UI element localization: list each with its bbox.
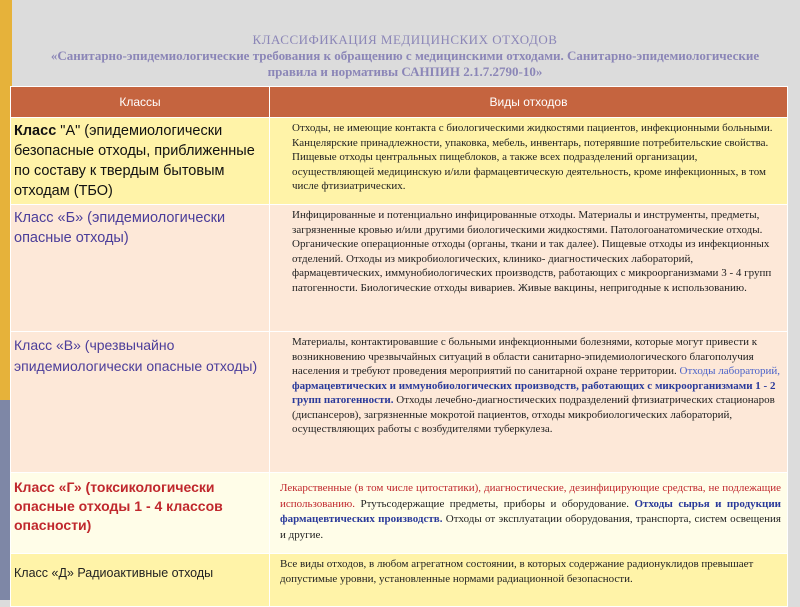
class-g-name: Класс «Г» (токсикологически опасные отходы 1 - 4 классов опасности) [11,473,270,554]
class-g-types-part2: Ртутьсодержащие предметы, приборы и оборудование. [360,497,630,510]
table-row-class-a [11,118,788,205]
column-header-classes: Классы [11,87,270,118]
class-v-types-part1: Материалы, контактировавшие с больными инфекционными болезнями, которые могут привести к возникновению чрезвычайных ситуаций в области санитарно-эпидемиологического благополучия населения и требуют проведения мероприятий по санитарной охране территории. [292,336,758,377]
class-a-label: Класс [14,123,57,139]
class-g-types-part1: Лекарственные (в том числе цитостатики), диагностические, дезинфицирующие средства, не подлежащие использованию. [280,482,781,510]
waste-classification-table [10,86,788,607]
class-b-name: Класс «Б» (эпидемиологически опасные отходы) [11,205,270,332]
class-b-types: Инфицированные и потенциально инфицированные отходы. Материалы и инструменты, предметы, загрязненные кровью и/или другими биологическими жидкостями. Патологоанатомические отходы. Органические операционные отходы (органы, ткани и так далее). Пищевые отходы из инфекционных отделений. Отходы из микробиологических, клинико- диагностических лабораторий, фармацевтических, иммунобиологических производств, работающих с микроорганизмами 3 - 4 групп патогенности. Биологические отходы вивариев. Живые вакцины, непригодные к использованию. [270,205,788,332]
class-g-types-part4: Отходы от эксплуатации оборудования, транспорта, систем освещения и другие. [280,513,781,541]
page-subtitle: «Санитарно-эпидемиологические требования к обращению с медицинскими отходами. Санитарно-эпидемиологические правила и нормативы САНПИН 2.1.7.2790-10» [50,48,760,79]
class-a-description: "А" (эпидемиологически безопасные отходы, приближенные по составу к твердым бытовым отходам (ТБО) [14,123,255,199]
class-g-types-part3: Отходы сырья и продукции фармацевтических производств. [280,497,781,525]
table-row-class-v [11,332,788,473]
class-v-types-part4: Отходы лечебно-диагностических подразделений фтизиатрических стационаров (диспансеров), загрязненные мокротой пациентов, отходы микробиологических лабораторий, осуществляющих работы с возбудителями туберкулеза. [292,394,775,435]
class-v-types-part3: фармацевтических и иммунобиологических производств, работающих с микроорганизмами 1 - 2 групп патогенности. [292,379,776,406]
class-a-types: Отходы, не имеющие контакта с биологическими жидкостями пациентов, инфекционными больными. Канцелярские принадлежности, упаковка, мебель, инвентарь, потерявшие потребительские свойства. Пищевые отходы центральных пищеблоков, а также всех подразделений организации, осуществляющей медицинскую и/или фармацевтическую деятельность, кроме инфекционных, в том числе фтизиатрических. [270,118,788,205]
column-header-waste-types: Виды отходов [270,87,788,118]
table-row-class-d [11,554,788,607]
page-title: КЛАССИФИКАЦИЯ МЕДИЦИНСКИХ ОТХОДОВ [252,32,558,47]
class-d-types: Все виды отходов, в любом агрегатном состоянии, в которых содержание радионуклидов превышает допустимые уровни, установленные нормами радиационной безопасности. [270,554,788,607]
class-v-name: Класс «В» (чрезвычайно эпидемиологически опасные отходы) [11,332,270,473]
table-header-row [11,87,788,118]
class-g-types [270,473,788,554]
table-row-class-b [11,205,788,332]
table-row-class-g [11,473,788,554]
class-d-name: Класс «Д» Радиоактивные отходы [11,554,270,607]
class-v-types-part2: Отходы лабораторий, [679,365,781,377]
class-a-name [11,118,270,205]
class-v-types [270,332,788,473]
